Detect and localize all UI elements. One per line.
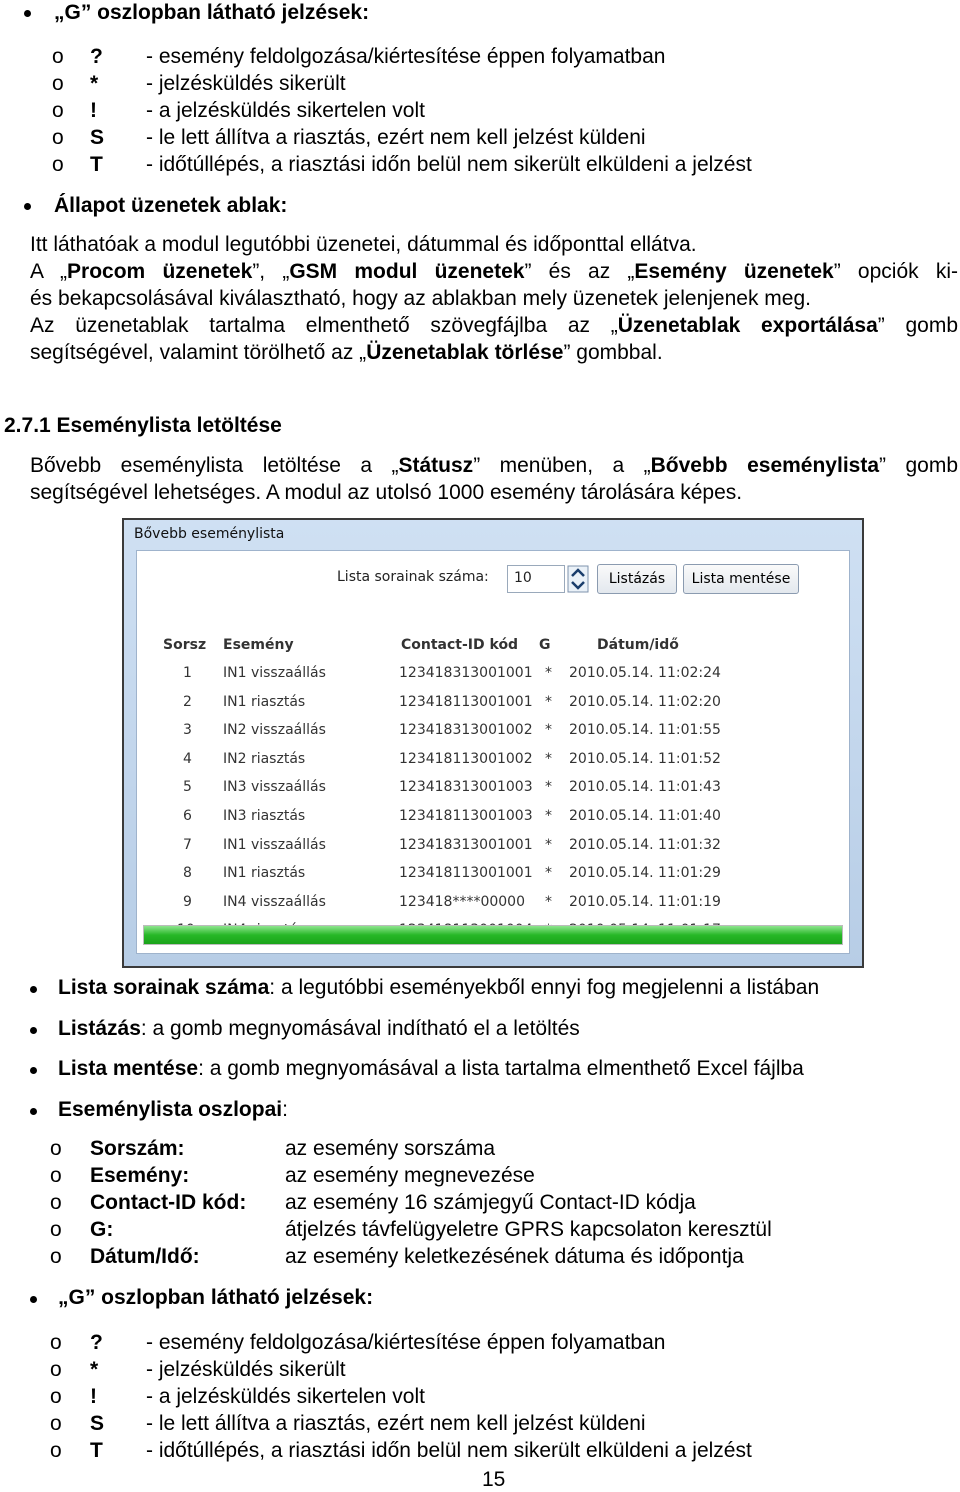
bullet-term: Lista mentése [58,1057,199,1080]
column-name: Sorszám: [90,1137,185,1160]
list-marker: o [50,1137,62,1160]
column-description: átjelzés távfelügyeletre GPRS kapcsolaton keresztül [285,1218,772,1241]
list-marker: o [50,1385,62,1408]
bullet-text: : a legutóbbi eseményekből ennyi fog megjelenni a listában [269,976,820,999]
table-cell: 123418113001003 [399,808,533,824]
table-cell: IN1 visszaállás [223,836,326,853]
bullet-term: Lista sorainak száma [58,976,270,999]
signal-symbol: T [90,1439,103,1462]
table-cell: * [545,722,552,739]
table-row [137,861,849,889]
signal-description: - jelzésküldés sikerült [146,1358,346,1381]
window-title: Bővebb eseménylista [134,526,285,542]
table-cell: 123418113001002 [399,750,533,767]
bullet-item [58,1057,804,1081]
g-column-heading-bottom: „G” oszlopban látható jelzések: [58,1286,374,1309]
list-marker: o [50,1218,62,1241]
signal-description: - időtúllépés, a riasztási időn belül nem sikerült elküldeni a jelzést [146,1439,752,1462]
bullet-dot [30,1067,37,1074]
table-cell: 2010.05.14. 11:01:52 [569,750,721,767]
table-cell: 2 [183,693,192,710]
column-description: az esemény 16 számjegyű Contact-ID kódja [285,1191,696,1214]
table-cell: 123418113001001 [399,693,533,710]
window-body [136,550,850,954]
bullet-term: Eseménylista oszlopai [58,1097,283,1121]
column-name: Esemény: [90,1164,190,1187]
table-cell: 2010.05.14. 11:01:32 [569,836,721,853]
table-cell: 9 [183,893,192,910]
table-cell: * [545,693,552,710]
table-cell: * [545,750,552,767]
list-marker: o [52,126,64,149]
table-cell: 123418113001001 [399,865,533,882]
signal-symbol: ? [90,1331,103,1354]
table-cell: * [545,865,552,882]
column-header: G [539,637,551,653]
table-cell: IN1 riasztás [223,693,306,710]
table-row [137,804,849,832]
table-row [137,833,849,861]
list-marker: o [52,153,64,176]
row-count-label: Lista sorainak száma: [337,569,489,585]
table-cell: 123418313001001 [399,665,533,681]
signal-description: - esemény feldolgozása/kiértesítése éppen folyamatban [146,45,666,68]
signal-symbol: ! [90,1385,97,1408]
status-window-heading: Állapot üzenetek ablak: [54,194,288,217]
signal-symbol: ? [90,45,103,68]
column-description: az esemény keletkezésének dátuma és időpontja [285,1245,744,1268]
signal-symbol: ! [90,99,97,122]
table-cell: 2010.05.14. 11:02:20 [569,693,721,710]
table-cell: 4 [183,750,192,767]
event-list-window [122,518,864,968]
table-cell: 2010.05.14. 11:01:19 [569,893,721,910]
section-paragraph-line-2: segítségével lehetséges. A modul az utolsó 1000 esemény tárolására képes. [30,481,743,504]
status-paragraph-3: Az üzenetablak tartalma elmenthető szövegfájlba az „Üzenetablak exportálása” gomb [30,314,959,337]
table-cell: 2010.05.14. 11:01:55 [569,722,721,739]
column-description: az esemény megnevezése [285,1164,535,1187]
table-cell: IN3 riasztás [223,808,306,824]
table-row [137,747,849,775]
list-marker: o [50,1331,62,1354]
bullet-dot [30,1108,37,1115]
list-marker: o [50,1164,62,1187]
bullet-dot [30,1296,37,1303]
table-cell: 3 [183,722,192,739]
table-cell: * [545,808,552,824]
bullet-item [58,976,819,1000]
table-row [137,661,849,689]
signal-description: - esemény feldolgozása/kiértesítése éppen folyamatban [146,1331,666,1354]
signal-symbol: T [90,153,103,176]
list-marker: o [50,1191,62,1214]
table-row [137,775,849,803]
save-list-button[interactable]: Lista mentése [683,564,799,594]
table-cell: * [545,836,552,853]
table-cell: IN1 riasztás [223,865,306,882]
column-description: az esemény sorszáma [285,1137,496,1160]
bullet-term: Listázás [58,1016,141,1040]
signal-description: - le lett állítva a riasztás, ezért nem kell jelzést küldeni [146,126,646,149]
progress-bar [143,925,843,945]
status-paragraph-2: A „Procom üzenetek”, „GSM modul üzenetek” és az „Esemény üzenetek” opciók ki- [30,260,958,283]
row-count-input[interactable] [507,565,565,593]
signal-description: - jelzésküldés sikerült [146,72,346,95]
signal-symbol: * [90,72,99,95]
bullet-dot [30,986,37,993]
signal-symbol: S [90,126,105,149]
bullet-dot [24,203,31,210]
signal-symbol: * [90,1358,99,1381]
column-header: Esemény [223,637,294,653]
column-name: Dátum/Idő: [90,1245,200,1268]
list-marker: o [52,72,64,95]
table-row [137,890,849,918]
list-marker: o [52,99,64,122]
table-row [137,690,849,718]
bullet-dot [24,10,31,17]
table-cell: 2010.05.14. 11:02:24 [569,665,721,681]
table-row [137,718,849,746]
table-cell: IN2 visszaállás [223,722,326,739]
status-paragraph-3-line-2: segítségével, valamint törölhető az „Üzenetablak törlése” gombbal. [30,341,663,364]
list-marker: o [52,45,64,68]
page-number: 15 [482,1468,506,1491]
section-paragraph: Bővebb eseménylista letöltése a „Státusz” menüben, a „Bővebb eseménylista” gomb [30,454,958,477]
bullet-text: : a gomb megnyomásával a lista tartalma elmenthető Excel fájlba [198,1057,804,1080]
table-cell: * [545,779,552,796]
column-name: Contact-ID kód: [90,1191,247,1214]
row-count-value: 10 [514,570,532,586]
list-marker: o [50,1439,62,1462]
table-cell: 6 [183,808,192,824]
table-cell: 123418313001003 [399,779,533,796]
signal-description: - időtúllépés, a riasztási időn belül nem sikerült elküldeni a jelzést [146,153,752,176]
table-cell: * [545,893,552,910]
table-cell: IN3 visszaállás [223,779,326,796]
signal-description: - le lett állítva a riasztás, ezért nem kell jelzést küldeni [146,1412,646,1435]
table-cell: 7 [183,836,192,853]
table-cell: 5 [183,779,192,796]
table-cell: IN4 visszaállás [223,893,326,910]
column-header: Sorsz [163,637,207,653]
list-marker: o [50,1358,62,1381]
row-count-spinner[interactable] [567,565,589,593]
column-header: Dátum/idő [597,637,679,653]
bullet-item [58,1098,288,1122]
table-cell: 123418****00000 [399,893,525,910]
table-cell: 2010.05.14. 11:01:43 [569,779,721,796]
table-cell: 2010.05.14. 11:01:29 [569,865,721,882]
status-paragraph-1: Itt láthatóak a modul legutóbbi üzenetei, dátummal és időponttal ellátva. [30,233,697,256]
progress-bar-fill [144,926,842,944]
signal-description: - a jelzésküldés sikertelen volt [146,1385,425,1408]
column-name: G: [90,1218,114,1241]
list-button[interactable]: Listázás [597,564,677,594]
signal-symbol: S [90,1412,105,1435]
table-cell: 2010.05.14. 11:01:40 [569,808,721,824]
table-cell: 123418313001002 [399,722,533,739]
table-cell: 1 [183,665,192,681]
status-paragraph-2-line-2: és bekapcsolásával kiválasztható, hogy az ablakban mely üzenetek jelenjenek meg. [30,287,811,310]
list-marker: o [50,1245,62,1268]
table-cell: * [545,665,552,681]
section-heading: 2.7.1 Eseménylista letöltése [4,414,282,437]
bullet-text: : a gomb megnyomásával indítható el a letöltés [140,1016,580,1040]
bullet-text: : [282,1097,288,1121]
list-marker: o [50,1412,62,1435]
column-header: Contact-ID kód [401,637,519,653]
spinner-arrows-icon [567,565,589,593]
signal-description: - a jelzésküldés sikertelen volt [146,99,425,122]
table-cell: 8 [183,865,192,882]
table-cell: 123418313001001 [399,836,533,853]
bullet-dot [30,1027,37,1034]
bullet-item [58,1017,580,1041]
g-column-heading: „G” oszlopban látható jelzések: [54,1,370,24]
table-cell: IN2 riasztás [223,750,306,767]
table-cell: IN1 visszaállás [223,665,326,681]
